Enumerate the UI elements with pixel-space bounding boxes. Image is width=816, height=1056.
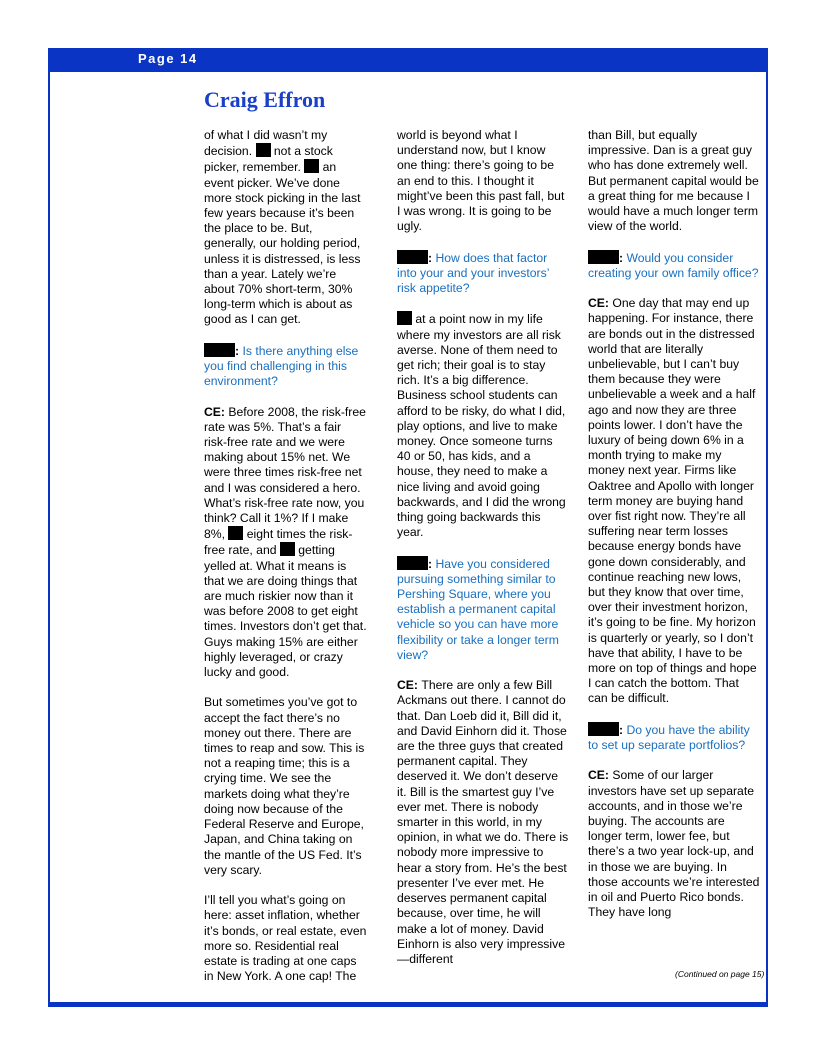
paragraph xyxy=(397,311,569,540)
column-1 xyxy=(204,128,367,1000)
text-run: than Bill, but equally impressive. Dan is a great guy who has done extremely well. But permanent capital would be a great thing for me because I would have a much longer term view of the world. xyxy=(588,128,759,234)
interview-question xyxy=(588,250,760,281)
paragraph xyxy=(397,128,569,234)
text-run: Have you considered pursuing something similar to Pershing Square, where you establish a permanent capital vehicle so you can have more flexibility or take a longer term view? xyxy=(397,556,559,662)
paragraph xyxy=(204,128,367,328)
speaker-label: CE: xyxy=(588,768,613,783)
column-2 xyxy=(397,128,569,982)
header-bar xyxy=(48,48,768,72)
redaction-block xyxy=(397,311,412,325)
paragraph xyxy=(588,768,760,920)
paragraph xyxy=(588,128,760,234)
text-run: Would you consider creating your own family office? xyxy=(588,250,759,280)
text-run: But sometimes you’ve got to accept the fact there’s no money out there. There are times to reap and sow. This is not a reaping time; this is a crying time. We see the markets doing what they’re doing now because of the Federal Reserve and Europe, Japan, and China taking on the mantle of the US Fed. It’s very scary. xyxy=(204,695,365,877)
speaker-label: : xyxy=(235,343,243,358)
text-run: of what I did wasn’t my decision. xyxy=(204,128,328,159)
text-run: Some of our larger investors have set up separate accounts, and in those we’re buying. The accounts are longer term, lower fee, but there’s a two year lock-up, and in those we are buying. In those accounts we’re interested in oil and Puerto Rico bonds. They have long xyxy=(588,768,760,920)
interview-question xyxy=(588,722,760,753)
paragraph xyxy=(588,296,760,706)
speaker-label: CE: xyxy=(204,404,229,419)
page-number: Page 14 xyxy=(138,51,198,66)
text-run: There are only a few Bill Ackmans out there. I cannot do that. Dan Loeb did it, Bill did it, and David Einhorn did it. Those are the three guys that created permanent capital. They deserved it. We don’t deserve it. Bill is the smartest guy I’ve ever met. There is nobody smarter in this world, in my opinion, in what we do. There is nobody more impressive to hear a story from. He’s the best presenter I’ve ever met. He deserves permanent capital because, over time, he will make a lot of money. David Einhorn is also very impressive—different xyxy=(397,678,569,966)
interview-question xyxy=(397,250,569,297)
paragraph xyxy=(204,695,367,877)
text-run: Do you have the ability to set up separate portfolios? xyxy=(588,722,750,753)
speaker-label: CE: xyxy=(588,296,613,311)
text-run: world is beyond what I understand now, but I know one thing: there’s going to be an end to this. I thought it might’ve been this past fall, but I was wrong. It is going to be ugly. xyxy=(397,128,565,234)
article-title: Craig Effron xyxy=(204,87,326,112)
interview-question xyxy=(204,343,367,390)
interview-question xyxy=(397,556,569,663)
redaction-block xyxy=(304,159,319,173)
paragraph xyxy=(397,678,569,967)
text-run: Before 2008, the risk-free rate was 5%. That’s a fair risk-free rate and we were making about 15% net. We were three times risk-free net and I was considered a hero. What’s risk-free rate now, you think? Call it 1%? If I make 8%, xyxy=(204,404,366,542)
column-3 xyxy=(588,128,760,936)
text-run: Is there anything else you find challenging in this environment? xyxy=(204,343,359,389)
text-run: not a stock picker, remember. xyxy=(204,144,333,175)
redaction-block xyxy=(397,250,428,264)
speaker-label: : xyxy=(619,722,627,737)
redaction-block xyxy=(280,542,295,556)
speaker-label: CE: xyxy=(397,678,422,693)
text-run: eight times the risk-free rate, and xyxy=(204,527,353,558)
text-run: an event picker. We’ve done more stock picking in the last few years because it’s been the place to be. But, generally, our holding period, unless it is distressed, is less than a year. Lately we’re about 70% short-term, 30% long-term which is about as good as I can get. xyxy=(204,160,361,327)
redaction-block xyxy=(228,526,243,540)
text-run: at a point now in my life where my investors are all risk averse. None of them need to get rich; their goal is to stay rich. It’s a big difference. Business school students can afford to be risky, do what I did, play options, and live to make money. Once someone turns 40 or 50, has kids, and a house, they need to make a nice living and avoid going backwards, and I did the wrong thing going backwards this year. xyxy=(397,312,566,540)
continued-note: (Continued on page 15) xyxy=(675,969,765,979)
text-run: getting yelled at. What it means is that we are doing things that are much riskier now than it was before 2008 to get eight times. Investors don’t get that. Guys making 15% are either highly leveraged, or crazy lucky and good. xyxy=(204,543,367,680)
speaker-label: : xyxy=(428,250,436,265)
paragraph xyxy=(204,405,367,681)
paragraph xyxy=(204,893,367,984)
text-run: How does that factor into your and your investors’ risk appetite? xyxy=(397,250,549,296)
redaction-block xyxy=(204,343,235,357)
redaction-block xyxy=(588,250,619,264)
redaction-block xyxy=(397,556,428,570)
speaker-label: : xyxy=(619,250,627,265)
text-run: One day that may end up happening. For instance, there are bonds out in the distressed world that are literally unbelievable, but I can’t buy them because they were unbelievable a week and a half ago and now they are three points lower. I don’t have the luxury of being down 6% in a month trying to make my money next year. Firms like Oaktree and Apollo with longer term money are buying hand over fist right now. They’re all suffering near term losses because energy bonds have gone down considerably, and continue reaching new lows, but they know that over time, over their investment horizon, it’s going to be fine. My horizon is quarterly or yearly, so I don’t have that ability, I have to be more on top of things and hope I can catch the bottom. That can be difficult. xyxy=(588,296,757,706)
redaction-block xyxy=(256,143,271,157)
text-run: I’ll tell you what’s going on here: asset inflation, whether it’s bonds, or real estate, even more so. Residential real estate is trading at one caps in New York. A one cap! The xyxy=(204,893,367,984)
speaker-label: : xyxy=(428,556,436,571)
redaction-block xyxy=(588,722,619,736)
